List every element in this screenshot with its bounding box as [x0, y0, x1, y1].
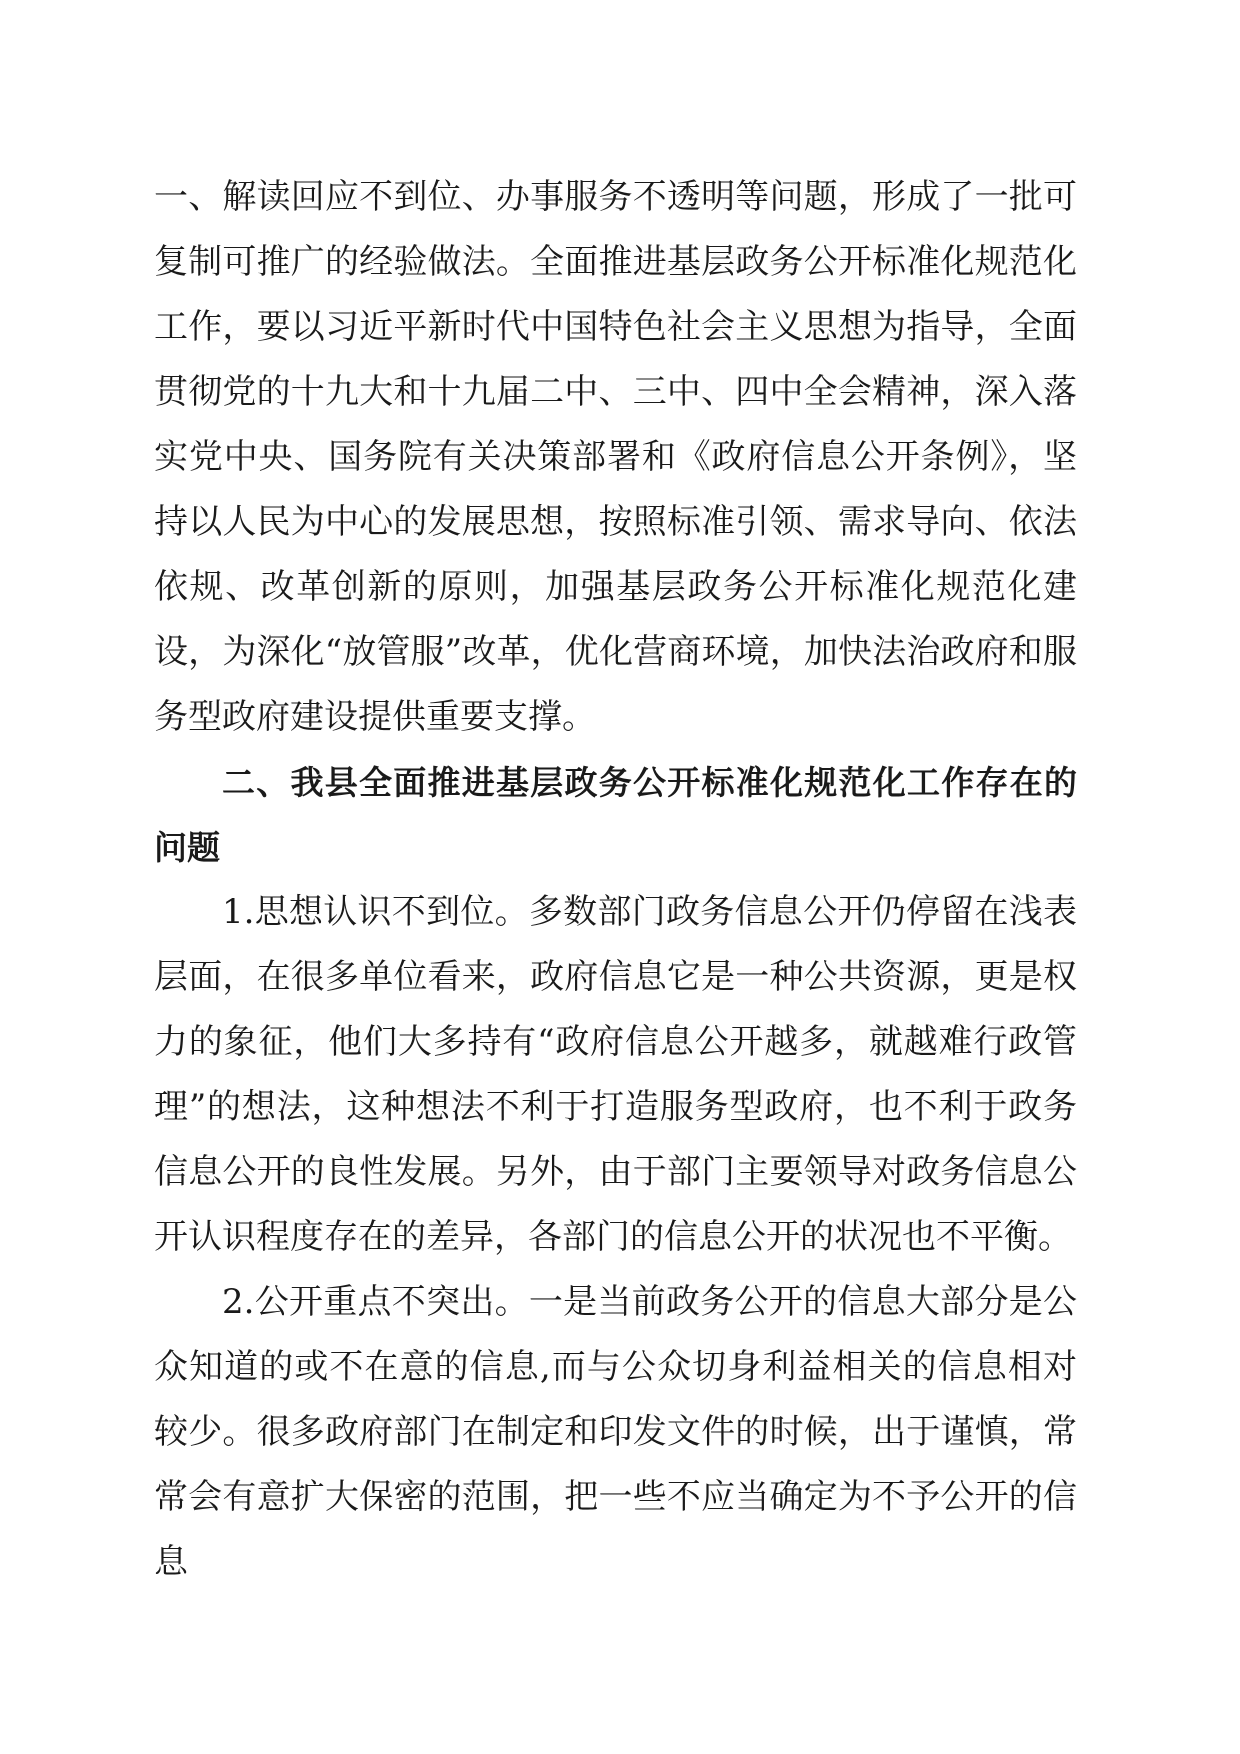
document-page [154, 165, 1077, 1595]
paragraph-intro: 一、解读回应不到位、办事服务不透明等问题，形成了一批可复制可推广的经验做法。全面推进基层政务公开标准化规范化工作，要以习近平新时代中国特色社会主义思想为指导，全面贯彻党的十九大和十九届二中、三中、四中全会精神，深入落实党中央、国务院有关决策部署和《政府信息公开条例》，坚持以人民为中心的发展思想，按照标准引领、需求导向、依法依规、改革创新的原则，加强基层政务公开标准化规范化建设，为深化“放管服”改革，优化营商环境，加快法治政府和服务型政府建设提供重要支撑。 [154, 177, 1077, 737]
paragraph-point-1: 1.思想认识不到位。多数部门政务信息公开仍停留在浅表层面，在很多单位看来，政府信息它是一种公共资源，更是权力的象征，他们大多持有“政府信息公开越多，就越难行政管理”的想法，这种想法不利于打造服务型政府，也不利于政务信息公开的良性发展。另外，由于部门主要领导对政务信息公开认识程度存在的差异，各部门的信息公开的状况也不平衡。 [154, 892, 1077, 1257]
paragraph-point-2: 2.公开重点不突出。一是当前政务公开的信息大部分是公众知道的或不在意的信息,而与公众切身利益相关的信息相对较少。很多政府部门在制定和印发文件的时候，出于谨慎，常常会有意扩大保密的范围，把一些不应当确定为不予公开的信息 [154, 1282, 1077, 1582]
section-heading-problems: 二、我县全面推进基层政务公开标准化规范化工作存在的问题 [154, 763, 1077, 867]
